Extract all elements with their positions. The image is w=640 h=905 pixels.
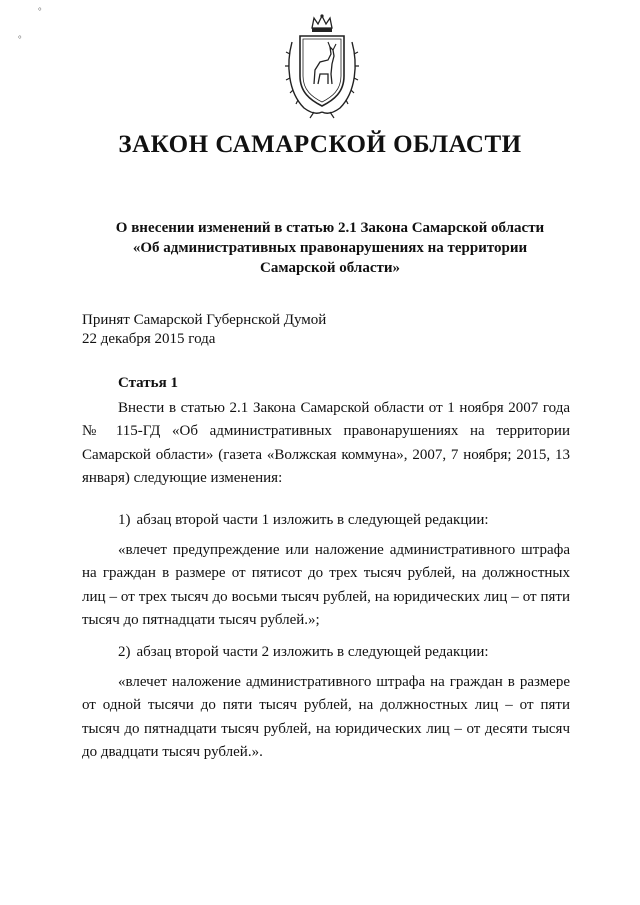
coat-of-arms-icon [284, 14, 360, 120]
law-subtitle [70, 218, 590, 278]
adopted-by: Принят Самарской Губернской Думой [82, 312, 327, 328]
article-intro: Внести в статью 2.1 Закона Самарской области от 1 ноября 2007 года № 115-ГД «Об административных правонарушениях на территории Самарской области» (газета «Волжская коммуна», 2007, 7 ноября; 2015, 13 января) следующие изменения: [82, 400, 570, 487]
article-heading: Статья 1 [118, 375, 178, 391]
item-1-text: абзац второй части 1 изложить в следующей редакции: [136, 512, 489, 528]
scan-mark: ° [38, 6, 42, 16]
item-2-quote: «влечет наложение административного штрафа на граждан в размере от одной тысячи до пяти тысяч рублей, на должностных лиц – от пяти тысяч до пятнадцати тысяч рублей, на юридических лиц – от десяти тысяч до двадцати тысяч рублей.». [82, 674, 570, 761]
item-2 [82, 641, 570, 664]
item-1-quote: «влечет предупреждение или наложение административного штрафа на граждан в размере от пятисот до трех тысяч рублей, на должностных лиц – от трех тысяч до восьми тысяч рублей, на юридических лиц – от пяти тысяч до пятнадцати тысяч рублей.»; [82, 542, 570, 629]
item-2-label: 2) [118, 644, 131, 660]
item-2-text: абзац второй части 2 изложить в следующей редакции: [136, 644, 489, 660]
subtitle-line: О внесении изменений в статью 2.1 Закона Самарской области [115, 220, 545, 236]
item-1-label: 1) [118, 512, 131, 528]
adoption-info [82, 311, 326, 349]
subtitle-line: «Об административных правонарушениях на территории [132, 240, 528, 256]
law-title: ЗАКОН САМАРСКОЙ ОБЛАСТИ [118, 131, 522, 158]
item-1 [82, 509, 570, 532]
scan-mark: ° [18, 34, 22, 44]
adoption-date: 22 декабря 2015 года [82, 331, 216, 347]
subtitle-line: Самарской области» [260, 260, 400, 276]
